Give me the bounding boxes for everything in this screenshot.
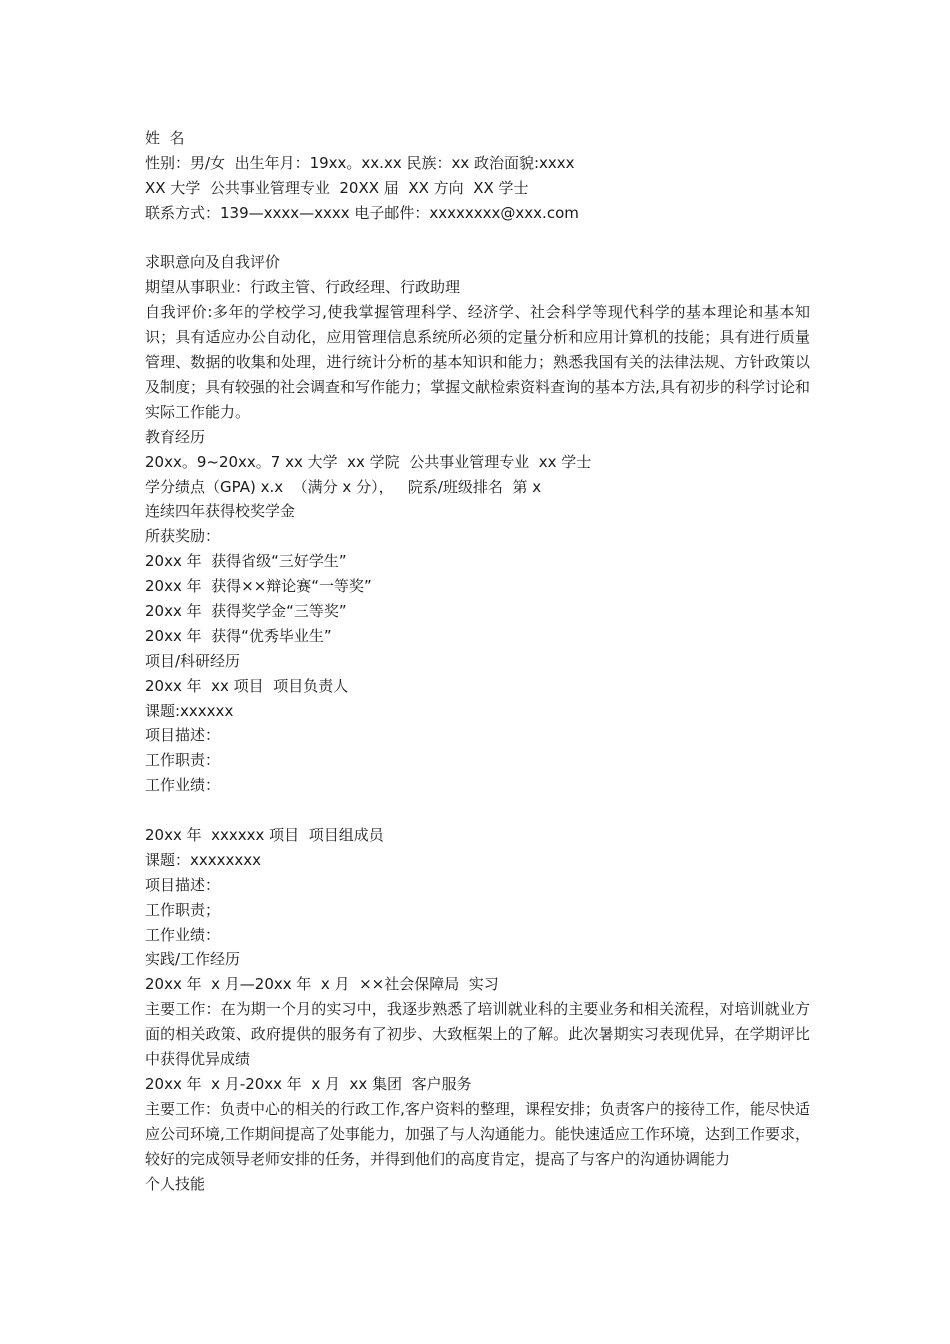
contact-line: 联系方式：139—xxxx—xxxx 电子邮件：xxxxxxxx@xxx.com [145, 203, 579, 222]
education-period-line: 20xx。9~20xx。7 xx 大学 xx 学院 公共事业管理专业 xx 学士 [145, 452, 592, 471]
award-item: 20xx 年 获得××辩论赛“一等奖” [145, 577, 372, 596]
job2-title: 20xx 年 x 月-20xx 年 x 月 xx 集团 客户服务 [145, 1074, 472, 1093]
awards-heading: 所获奖励： [145, 527, 221, 546]
name-line: 姓 名 [145, 129, 185, 147]
award-item: 20xx 年 获得“优秀毕业生” [145, 626, 332, 645]
scholarship-line: 连续四年获得校奖学金 [145, 502, 296, 521]
project1-results: 工作业绩： [145, 776, 221, 795]
project1-duties: 工作职责： [145, 751, 221, 770]
project2-topic: 课题：xxxxxxxx [145, 850, 262, 869]
objective-heading: 求职意向及自我评价 [145, 253, 281, 272]
project2-title: 20xx 年 xxxxxx 项目 项目组成员 [145, 826, 384, 845]
gpa-line: 学分绩点（GPA) x.x （满分 x 分）， 院系/班级排名 第 x [145, 477, 542, 496]
projects-heading: 项目/科研经历 [145, 651, 241, 670]
project1-title: 20xx 年 xx 项目 项目负责人 [145, 676, 349, 695]
project2-duties: 工作职责； [145, 900, 221, 919]
work-heading: 实践/工作经历 [145, 950, 241, 969]
project2-results: 工作业绩： [145, 925, 221, 944]
project1-description: 项目描述： [145, 726, 221, 745]
award-item: 20xx 年 获得奖学金“三等奖” [145, 602, 347, 620]
job2-detail: 主要工作：负责中心的相关的行政工作,客户资料的整理，课程安排；负责客户的接待工作，能尽快适应公司环境,工作期间提高了处事能力，加强了与人沟通能力。能快速适应工作环境，达到工作要求，较好的完成领导老师安排的任务，并得到他们的高度肯定，提高了与客户的沟通协调能力 [145, 1099, 810, 1168]
project2-description: 项目描述： [145, 875, 221, 894]
basic-info-line: 性别：男/女 出生年月：19xx。xx.xx 民族：xx 政治面貌:xxxx [145, 153, 575, 172]
spacer [145, 226, 810, 251]
job1-title: 20xx 年 x 月—20xx 年 x 月 ××社会保障局 实习 [145, 975, 499, 994]
award-item: 20xx 年 获得省级“三好学生” [145, 552, 347, 571]
desired-jobs-line: 期望从事职业：行政主管、行政经理、行政助理 [145, 278, 461, 297]
resume-content [145, 126, 810, 1196]
education-heading: 教育经历 [145, 427, 206, 446]
spacer [145, 798, 810, 823]
self-evaluation-paragraph: 自我评价:多年的学校学习,使我掌握管理科学、经济学、社会科学等现代科学的基本理论和基本知识；具有适应办公自动化，应用管理信息系统所必须的定量分析和应用计算机的技能；具有进行质量管理、数据的收集和处理，进行统计分析的基本知识和能力；熟悉我国有关的法律法规、方针政策以及制度；具有较强的社会调查和写作能力；掌握文献检索资料查询的基本方法,具有初步的科学讨论和实际工作能力。 [145, 303, 810, 421]
skills-heading: 个人技能 [145, 1174, 206, 1193]
school-line: XX 大学 公共事业管理专业 20XX 届 XX 方向 XX 学士 [145, 178, 529, 197]
project1-topic: 课题:xxxxxx [145, 701, 234, 720]
job1-detail: 主要工作：在为期一个月的实习中，我逐步熟悉了培训就业科的主要业务和相关流程，对培训就业方面的相关政策、政府提供的服务有了初步、大致框架上的了解。此次暑期实习表现优异，在学期评比中获得优异成绩 [145, 1000, 810, 1069]
